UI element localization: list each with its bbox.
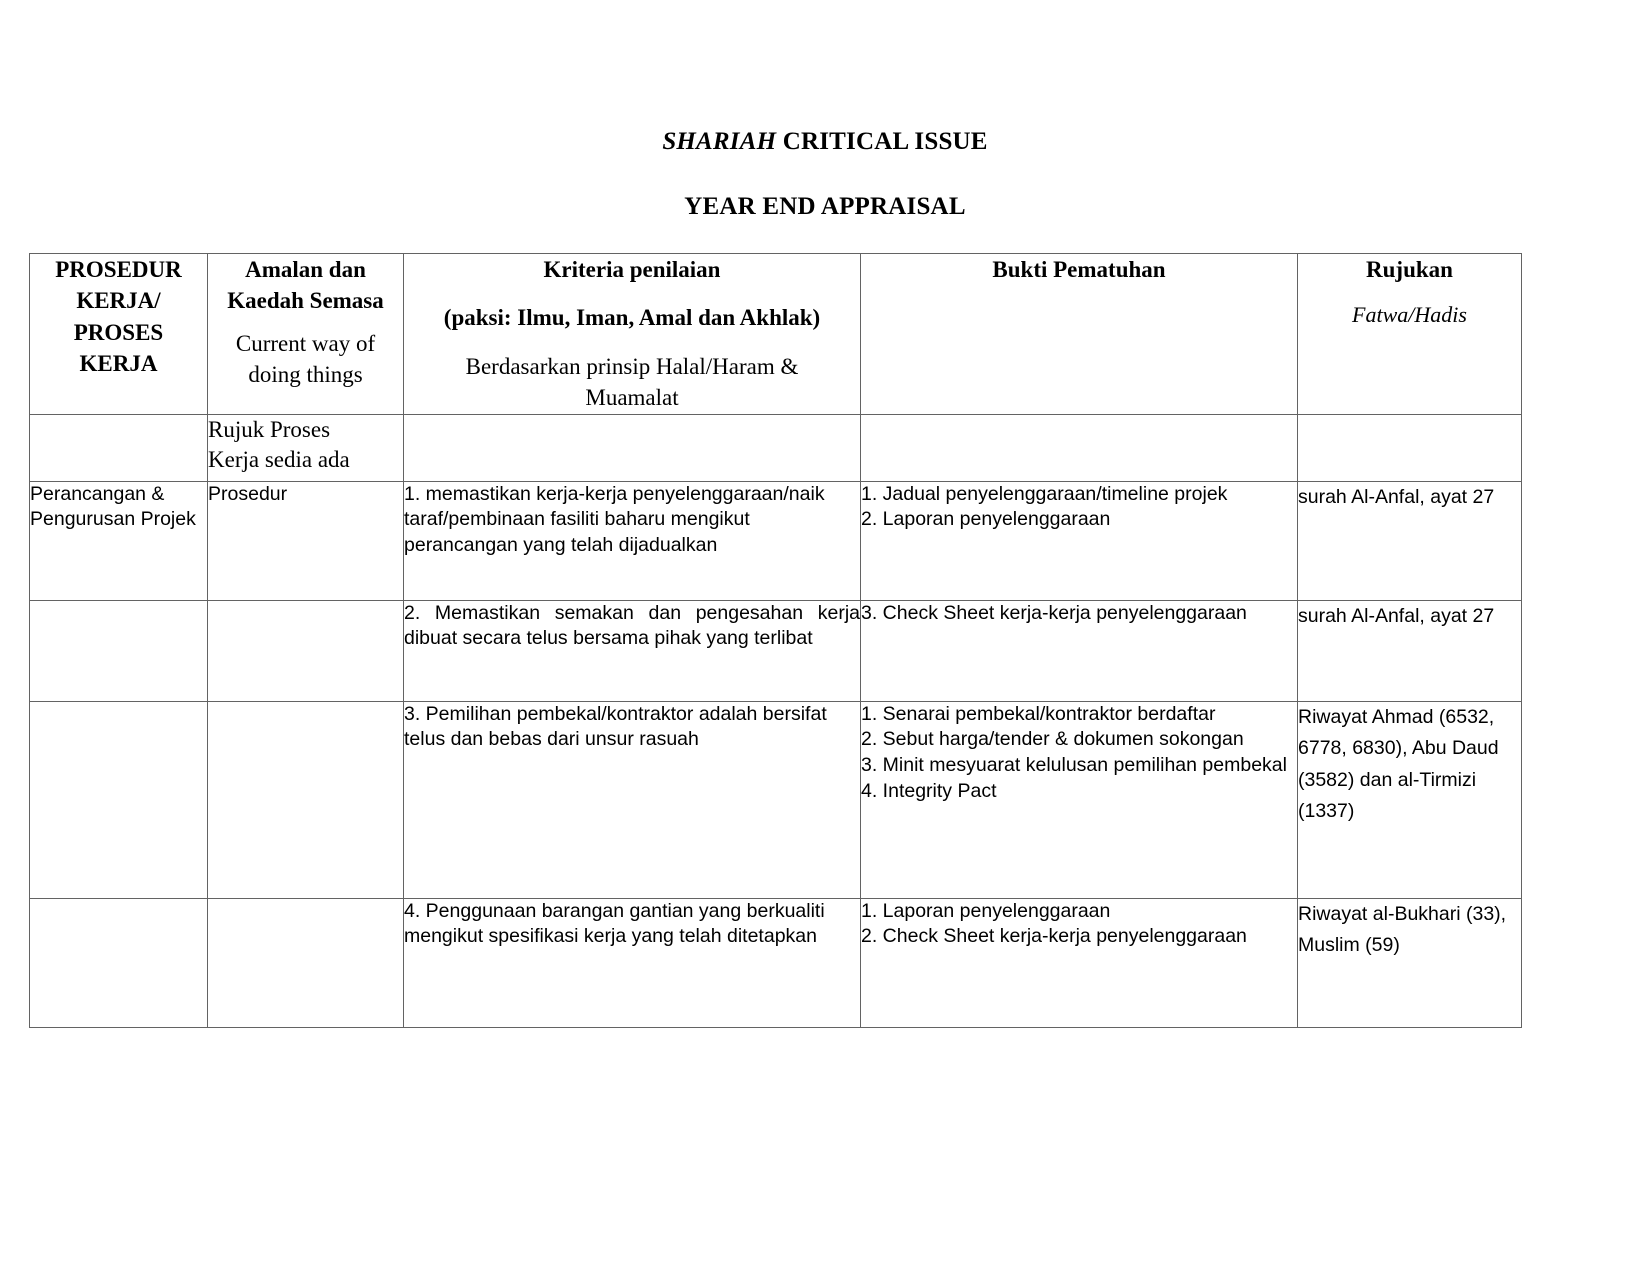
header-kriteria-line1: Kriteria penilaian bbox=[543, 256, 721, 282]
bukti-item: 4. Integrity Pact bbox=[861, 779, 997, 802]
document-title-block bbox=[0, 0, 1650, 221]
page-title bbox=[0, 128, 1650, 156]
cell-bukti bbox=[861, 701, 1298, 898]
table-row bbox=[30, 414, 1522, 481]
note-cell-rujukan bbox=[1298, 414, 1522, 481]
cell-kriteria: 1. memastikan kerja-kerja penyelenggaraan/naik taraf/pembinaan fasiliti baharu mengikut perancangan yang telah dijadualkan bbox=[404, 481, 861, 600]
header-amalan-spacer bbox=[208, 317, 403, 328]
rujukan-item: Riwayat Ahmad (6532, 6778, 6830), Abu Daud (3582) dan al-Tirmizi (1337) bbox=[1298, 705, 1499, 823]
header-cell-rujukan bbox=[1298, 253, 1522, 414]
note-amalan-line2: Kerja sedia ada bbox=[208, 446, 350, 472]
cell-amalan bbox=[208, 600, 404, 701]
header-amalan-sub2: doing things bbox=[248, 362, 363, 387]
cell-amalan: Prosedur bbox=[208, 481, 404, 600]
header-prosedur-line3: PROSES bbox=[73, 319, 164, 345]
cell-bukti bbox=[861, 600, 1298, 701]
header-prosedur-line1: PROSEDUR bbox=[55, 256, 182, 282]
cell-rujukan bbox=[1298, 481, 1522, 600]
cell-kriteria: 4. Penggunaan barangan gantian yang berkualiti mengikut spesifikasi kerja yang telah ditetapkan bbox=[404, 898, 861, 1027]
rujukan-item: surah Al-Anfal, ayat 27 bbox=[1298, 604, 1495, 627]
cell-prosedur: Perancangan & Pengurusan Projek bbox=[30, 481, 208, 600]
cell-amalan bbox=[208, 898, 404, 1027]
note-cell-amalan bbox=[208, 414, 404, 481]
bukti-item: 3. Minit mesyuarat kelulusan pemilihan pembekal bbox=[861, 753, 1287, 776]
header-rujukan-subtitle: Fatwa/Hadis bbox=[1352, 302, 1467, 327]
cell-bukti bbox=[861, 898, 1298, 1027]
header-rujukan-line1: Rujukan bbox=[1366, 256, 1453, 282]
table-row bbox=[30, 898, 1522, 1027]
appraisal-table bbox=[29, 253, 1522, 1028]
header-cell-kriteria bbox=[404, 253, 861, 414]
note-amalan-line1: Rujuk Proses bbox=[208, 416, 331, 442]
bukti-item: 2. Laporan penyelenggaraan bbox=[861, 508, 1111, 531]
cell-prosedur bbox=[30, 898, 208, 1027]
page-title-italic-word: SHARIAH bbox=[662, 128, 777, 155]
header-amalan-sub1: Current way of bbox=[235, 330, 376, 356]
cell-kriteria: 3. Pemilihan pembekal/kontraktor adalah bersifat telus dan bebas dari unsur rasuah bbox=[404, 701, 861, 898]
cell-kriteria: 2. Memastikan semakan dan pengesahan kerja dibuat secara telus bersama pihak yang terlibat bbox=[404, 600, 861, 701]
cell-amalan bbox=[208, 701, 404, 898]
table-header-row bbox=[30, 253, 1522, 414]
header-amalan-line2: Kaedah Semasa bbox=[227, 288, 384, 313]
table-row bbox=[30, 481, 1522, 600]
bukti-item: 1. Jadual penyelenggaraan/timeline projek bbox=[861, 482, 1228, 505]
header-amalan-line1: Amalan dan bbox=[245, 256, 366, 282]
header-bukti-line1: Bukti Pematuhan bbox=[992, 256, 1166, 282]
header-cell-amalan bbox=[208, 253, 404, 414]
note-cell-prosedur bbox=[30, 414, 208, 481]
bukti-item: 1. Senarai pembekal/kontraktor berdaftar bbox=[861, 702, 1216, 725]
header-prosedur-line4: KERJA bbox=[79, 351, 158, 376]
header-cell-prosedur bbox=[30, 253, 208, 414]
bukti-item: 2. Sebut harga/tender & dokumen sokongan bbox=[861, 728, 1244, 751]
page-subtitle: YEAR END APPRAISAL bbox=[684, 192, 966, 220]
cell-bukti bbox=[861, 481, 1298, 600]
cell-prosedur bbox=[30, 701, 208, 898]
table-row bbox=[30, 701, 1522, 898]
bukti-item: 1. Laporan penyelenggaraan bbox=[861, 899, 1111, 922]
bukti-item: 3. Check Sheet kerja-kerja penyelenggaraan bbox=[861, 601, 1247, 624]
rujukan-item: Riwayat al-Bukhari (33), Muslim (59) bbox=[1298, 902, 1507, 957]
bukti-item: 2. Check Sheet kerja-kerja penyelenggaraan bbox=[861, 925, 1247, 948]
table-row bbox=[30, 600, 1522, 701]
cell-rujukan bbox=[1298, 600, 1522, 701]
cell-prosedur bbox=[30, 600, 208, 701]
note-cell-kriteria bbox=[404, 414, 861, 481]
page-title-rest: CRITICAL ISSUE bbox=[776, 128, 988, 155]
cell-rujukan bbox=[1298, 898, 1522, 1027]
header-prosedur-line2: KERJA/ bbox=[76, 288, 161, 313]
note-cell-bukti bbox=[861, 414, 1298, 481]
cell-rujukan bbox=[1298, 701, 1522, 898]
header-kriteria-sub1: Berdasarkan prinsip Halal/Haram & bbox=[465, 353, 799, 379]
header-kriteria-sub2: Muamalat bbox=[585, 385, 679, 410]
rujukan-item: surah Al-Anfal, ayat 27 bbox=[1298, 485, 1495, 508]
header-cell-bukti bbox=[861, 253, 1298, 414]
header-kriteria-line2: (paksi: Ilmu, Iman, Amal dan Akhlak) bbox=[443, 305, 821, 330]
